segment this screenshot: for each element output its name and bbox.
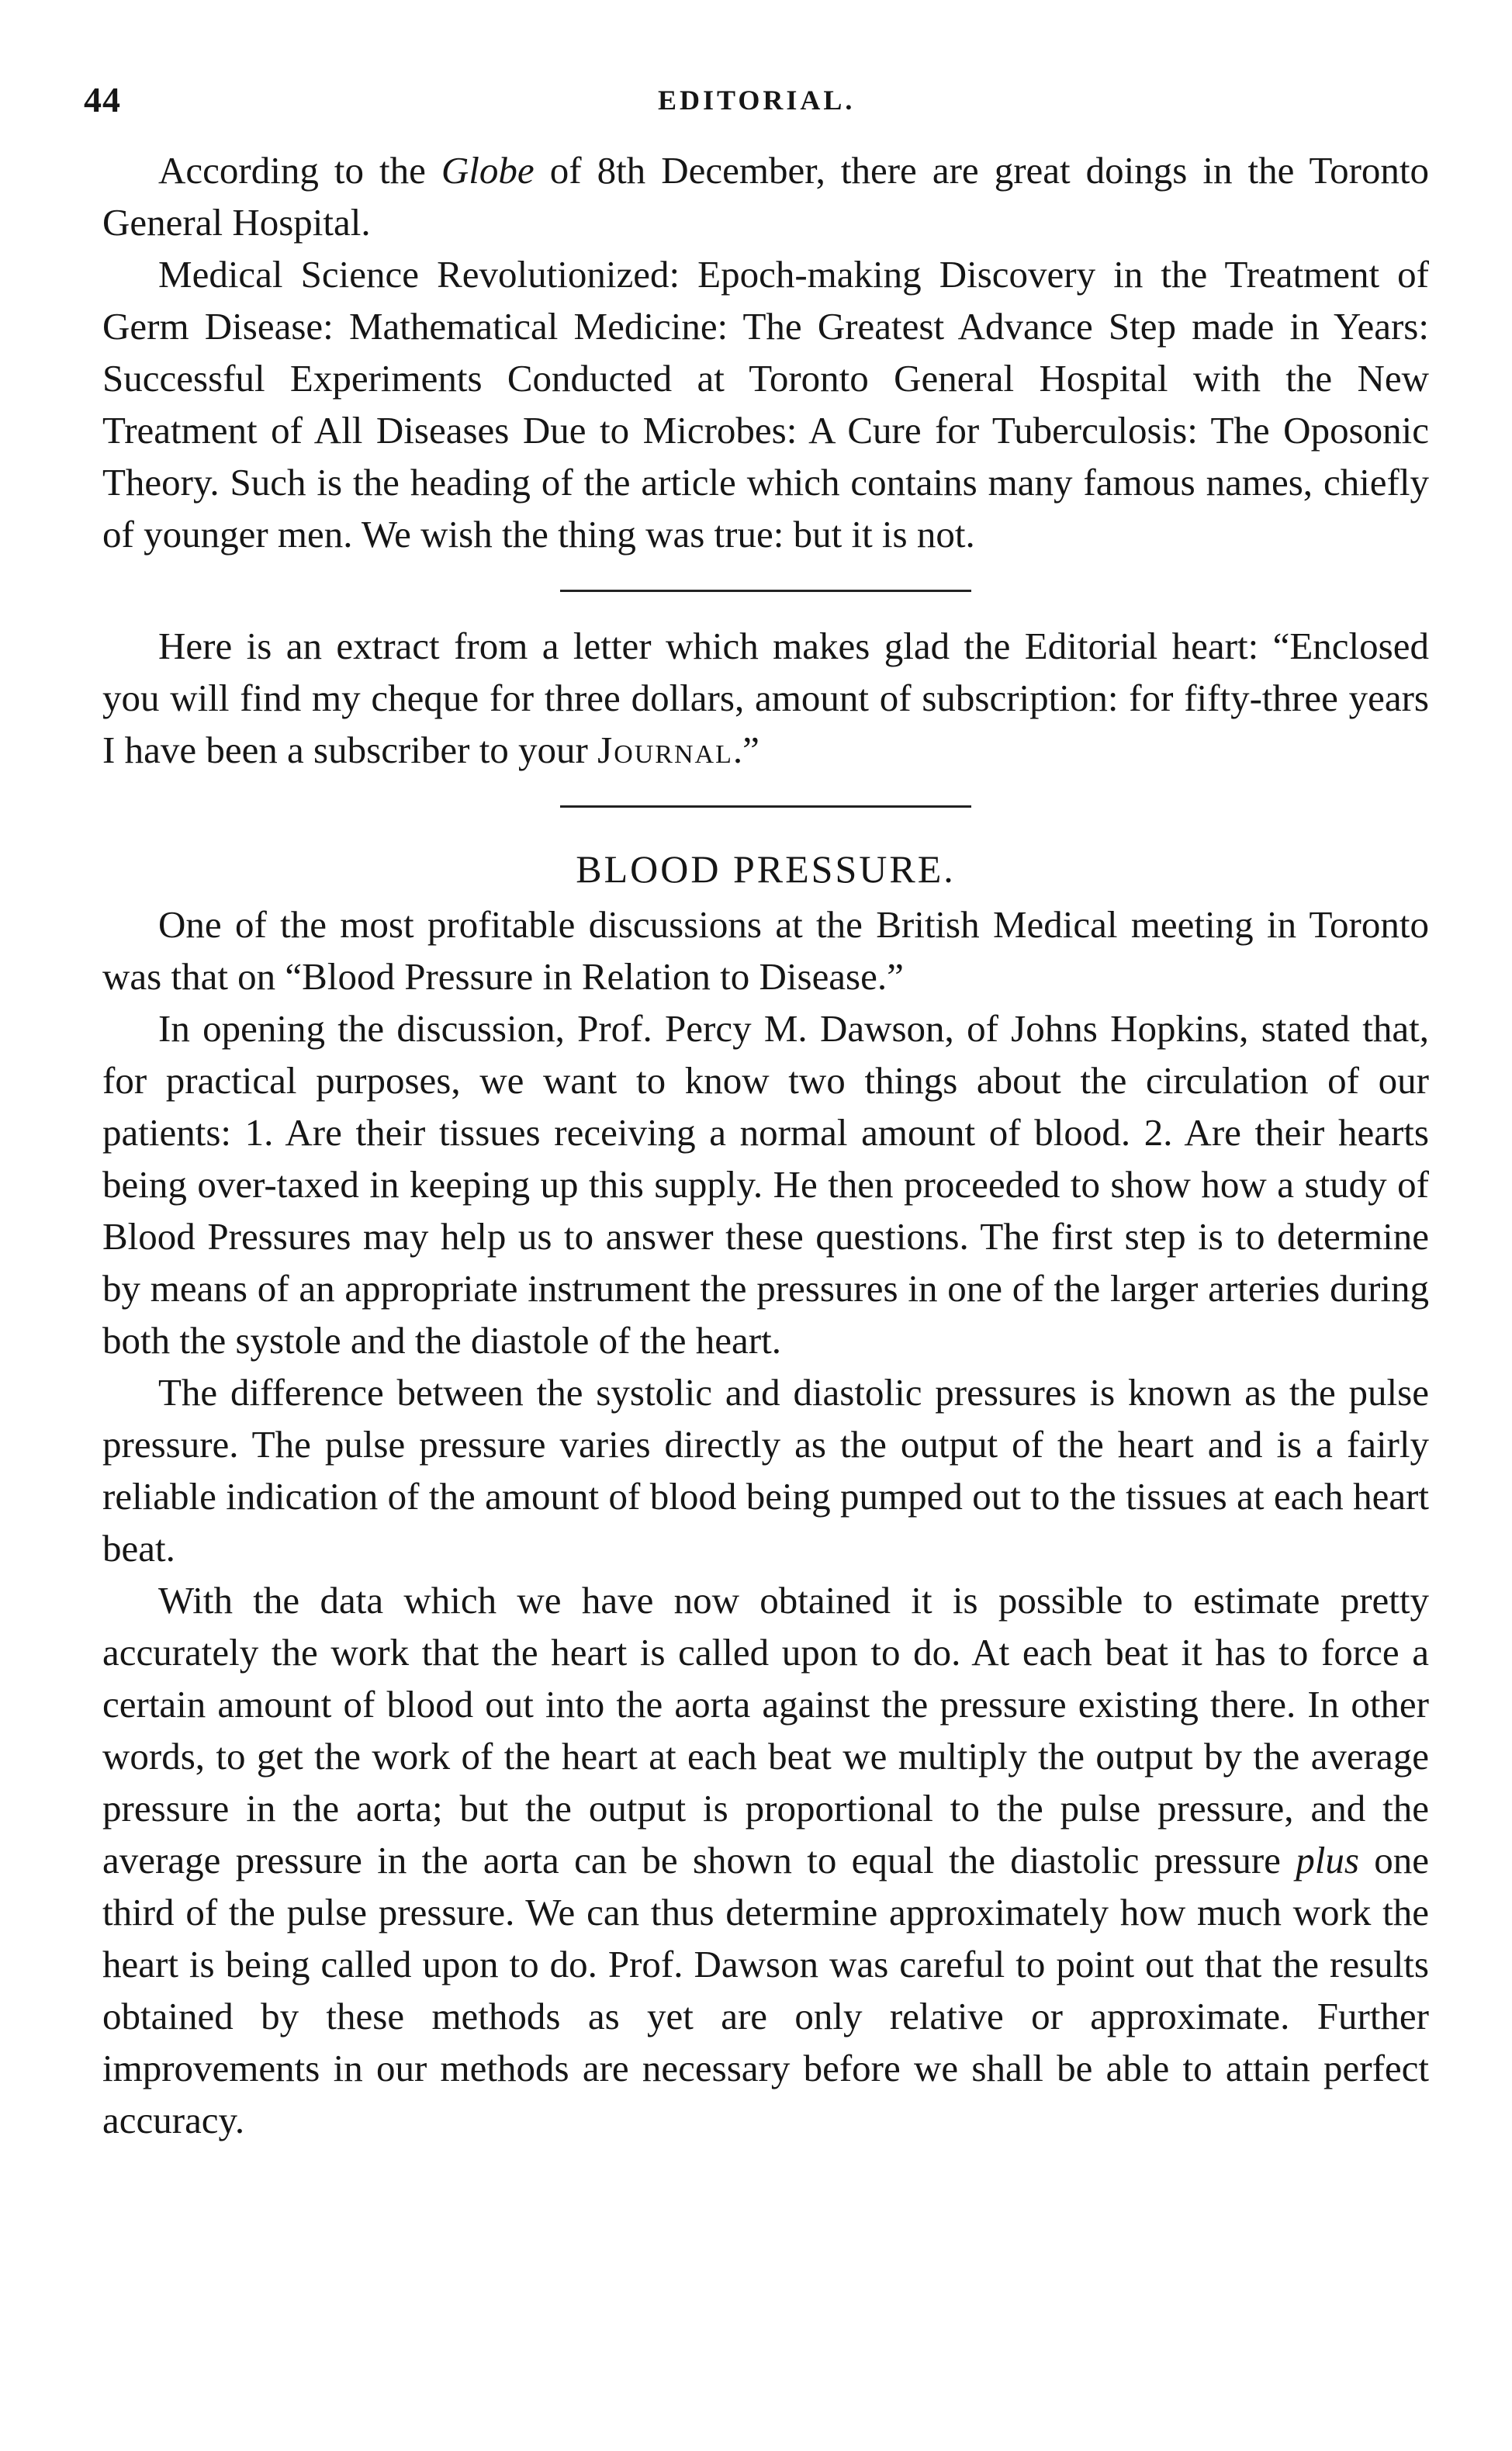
paragraph-globe-rest: of 8th December, there are great doings in the Toronto General Hospital. <box>102 149 1429 244</box>
paragraph-letter-text: Here is an extract from a letter which makes glad the Editorial heart: “Enclosed you will find my cheque for three dollars, amount of subscription: for fifty-three years I have been a subscriber to your <box>102 625 1429 771</box>
paragraph-heart-work-rest: one third of the pulse pressure. We can thus determine approximately how much work the heart is being called upon to do. Prof. Dawson was careful to point out that the results obtained by these methods as yet are only relative or approximate. Further improvements in our methods are necessary before we shall be able to attain perfect accuracy. <box>102 1839 1429 2141</box>
paragraph-bp-intro: One of the most profitable discussions at the British Medical meeting in Toronto was that on “Blood Pressure in Relation to Disease.” <box>102 903 1429 998</box>
newspaper-title: Globe <box>441 149 535 192</box>
section-divider-1 <box>560 590 971 592</box>
paragraph-letter-close: .” <box>732 729 759 771</box>
paragraph-pulse-pressure: The difference between the systolic and diastolic pressures is known as the pulse pressure. The pulse pressure varies directly as the output of the heart and is a fairly reliable indication of the amount of blood being pumped out to the tissues at each heart beat. <box>102 1371 1429 1570</box>
plus-italic: plus <box>1296 1839 1359 1882</box>
section-divider-2 <box>560 805 971 808</box>
paragraph-globe <box>102 144 1429 248</box>
section-heading: BLOOD PRESSURE. <box>576 847 956 891</box>
paragraph-letter <box>102 620 1429 776</box>
running-head <box>84 79 1441 126</box>
paragraph-heading-quote: Medical Science Revolutionized: Epoch-making Discovery in the Treatment of Germ Disease: Mathematical Medicine: The Greatest Advance Step made in Years: Successful Experiments Conducted at Toronto General Hospital with the New Treatment of All Diseases Due to Microbes: A Cure for Tuberculosis: The Oposonic Theory. Such is the heading of the article which contains many famous names, chiefly of younger men. We wish the thing was true: but it is not. <box>102 253 1429 556</box>
paragraph-heart-work-lead: With the data which we have now obtained it is possible to estimate pretty accurately the work that the heart is called upon to do. At each beat it has to force a certain amount of blood out into the aorta against the pressure existing there. In other words, to get the work of the heart at each beat we multiply the output by the average pressure in the aorta; but the output is proportional to the pulse pressure, and the average pressure in the aorta can be shown to equal the diastolic pressure <box>102 1579 1429 1882</box>
paragraph-heart-work <box>102 1574 1429 2146</box>
running-title: EDITORIAL. <box>658 85 856 116</box>
paragraph-bp-dawson: In opening the discussion, Prof. Percy M. Dawson, of Johns Hopkins, stated that, for practical purposes, we want to know two things about the circulation of our patients: 1. Are their tissues receiving a normal amount of blood. 2. Are their hearts being over-taxed in keeping up this supply. He then proceeded to show how a study of Blood Pressures may help us to answer these questions. The first step is to determine by means of an appropriate instrument the pressures in one of the larger arteries during both the systole and the diastole of the heart. <box>102 1007 1429 1362</box>
article-body <box>102 144 1429 2146</box>
journal-name: Journal <box>597 729 733 771</box>
page-number: 44 <box>84 80 121 119</box>
paragraph-globe-lead: According to the <box>158 149 441 192</box>
